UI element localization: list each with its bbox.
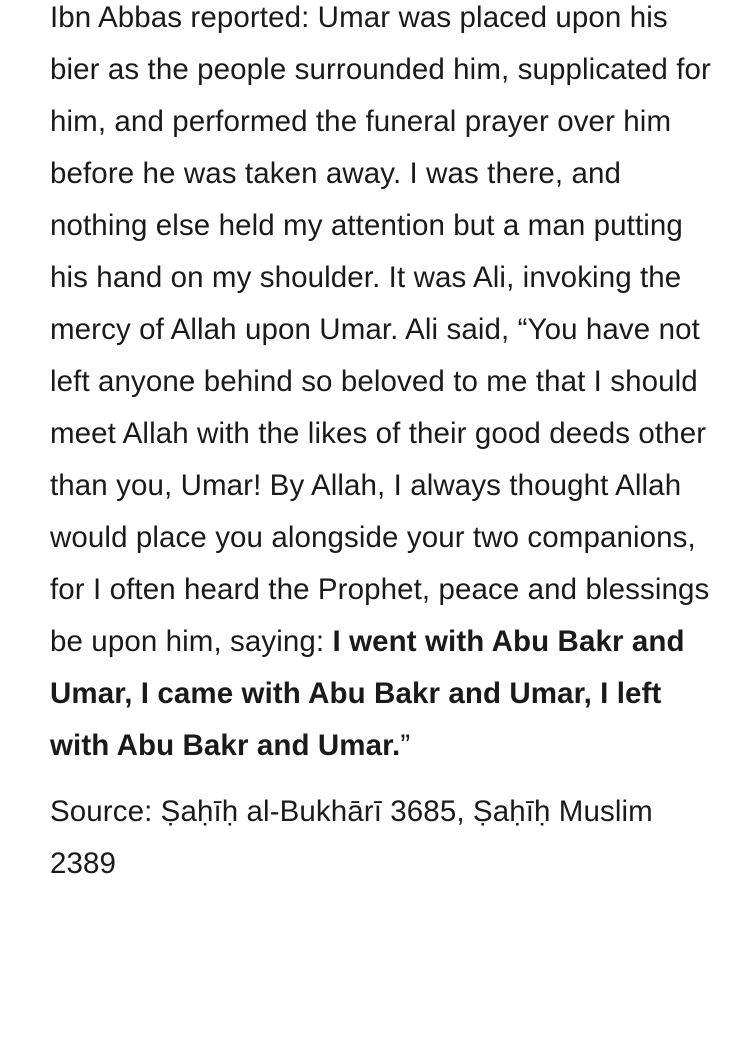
source-citation: Source: Ṣaḥīḥ al-Bukhārī 3685, Ṣaḥīḥ Muslim 2389: [50, 795, 653, 880]
hadith-bold-quote: I went with Abu Bakr and Umar, I came with Abu Bakr and Umar, I left with Abu Bakr and Umar.: [50, 625, 685, 762]
hadith-document: [50, 0, 712, 890]
hadith-closing-quote: ”: [400, 729, 411, 762]
hadith-text: Ibn Abbas reported: Umar was placed upon his bier as the people surrounded him, supplicated for him, and performed the funeral prayer over him before he was taken away. I was there, and nothing else held my attention but a man putting his hand on my shoulder. It was Ali, invoking the mercy of Allah upon Umar. Ali said, “You have not left anyone behind so beloved to me that I should meet Allah with the likes of their good deeds other than you, Umar! By Allah, I always thought Allah would place you alongside your two companions, for I often heard the Prophet, peace and blessings be upon him, saying:: [50, 1, 711, 658]
hadith-paragraph: [50, 0, 712, 772]
